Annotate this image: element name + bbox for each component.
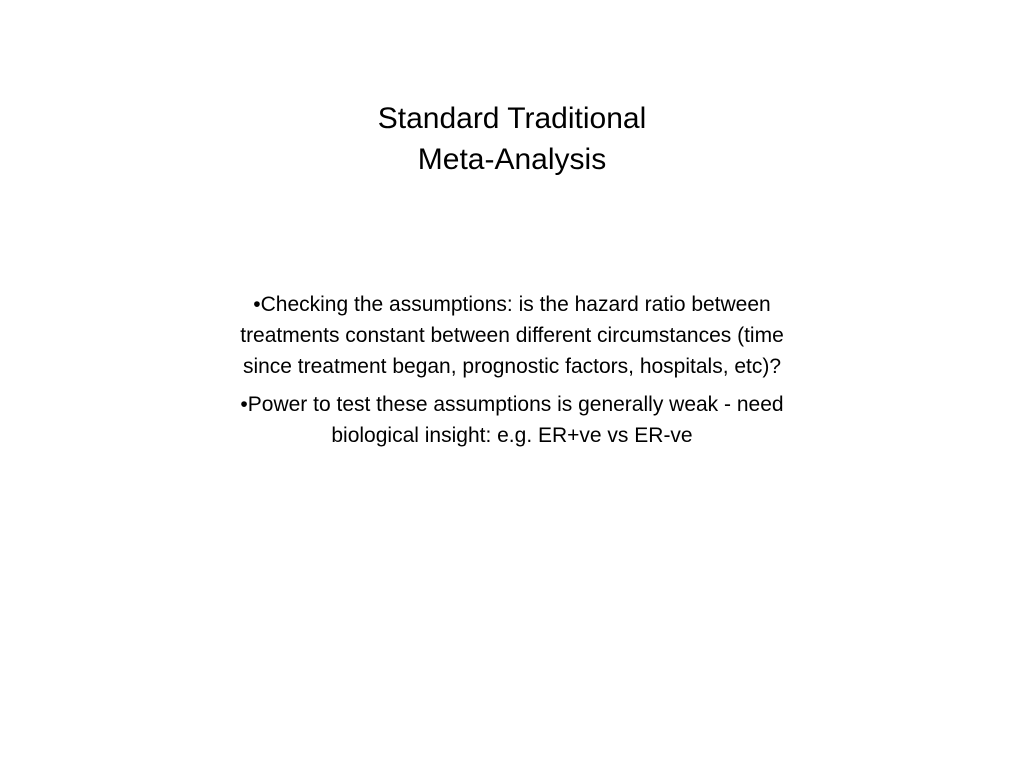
- bullet-line: since treatment began, prognostic factors, hospitals, etc)?: [242, 355, 782, 378]
- bullet-line: •Checking the assumptions: is the hazard ratio between: [253, 293, 771, 316]
- slide-title-line-2: Meta-Analysis: [417, 143, 607, 176]
- slide-body: [162, 289, 862, 458]
- bullet-line: •Power to test these assumptions is generally weak - need: [240, 393, 784, 416]
- bullet-line: biological insight: e.g. ER+ve vs ER-ve: [331, 424, 693, 447]
- slide-title-line-1: Standard Traditional: [377, 102, 647, 135]
- bullet-line: treatments constant between different circumstances (time: [240, 324, 784, 347]
- bullet-item: [162, 389, 862, 451]
- slide-title: [0, 98, 1024, 180]
- bullet-item: [162, 289, 862, 382]
